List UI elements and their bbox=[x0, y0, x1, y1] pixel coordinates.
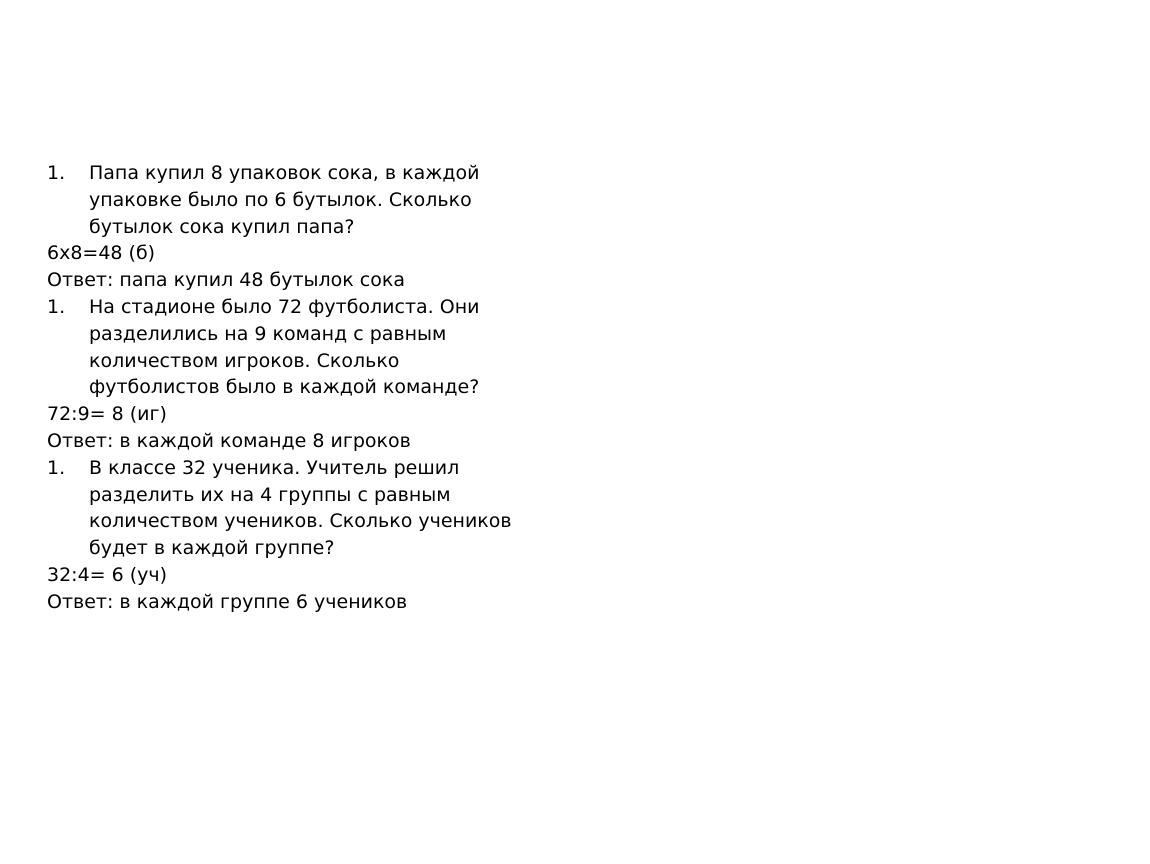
solution-line: 6х8=48 (б) bbox=[47, 242, 156, 265]
answer-line: Ответ: папа купил 48 бутылок сока bbox=[47, 269, 405, 292]
answer-line: Ответ: в каждой группе 6 учеников bbox=[47, 590, 408, 613]
problem-3 bbox=[47, 455, 517, 562]
problem-text: В классе 32 ученика. Учитель решил разделить их на 4 группы с равным количеством учеников. Сколько учеников будет в каждой группе? bbox=[89, 456, 512, 560]
problem-number: 1. bbox=[47, 295, 66, 318]
problem-number: 1. bbox=[47, 456, 66, 479]
problem-text: Папа купил 8 упаковок сока, в каждой упаковке было по 6 бутылок. Сколько бутылок сока купил папа? bbox=[89, 162, 480, 238]
answer-line: Ответ: в каждой команде 8 игроков bbox=[47, 429, 411, 452]
solution-line: 72:9= 8 (иг) bbox=[47, 403, 167, 426]
problem-number: 1. bbox=[47, 162, 66, 184]
document-body bbox=[47, 160, 517, 616]
problem-2 bbox=[47, 294, 517, 401]
solution-line: 32:4= 6 (уч) bbox=[47, 563, 168, 586]
problem-text: На стадионе было 72 футболиста. Они разделились на 9 команд с равным количеством игроков. Сколько футболистов было в каждой команде? bbox=[89, 295, 480, 399]
problem-1 bbox=[47, 160, 517, 240]
